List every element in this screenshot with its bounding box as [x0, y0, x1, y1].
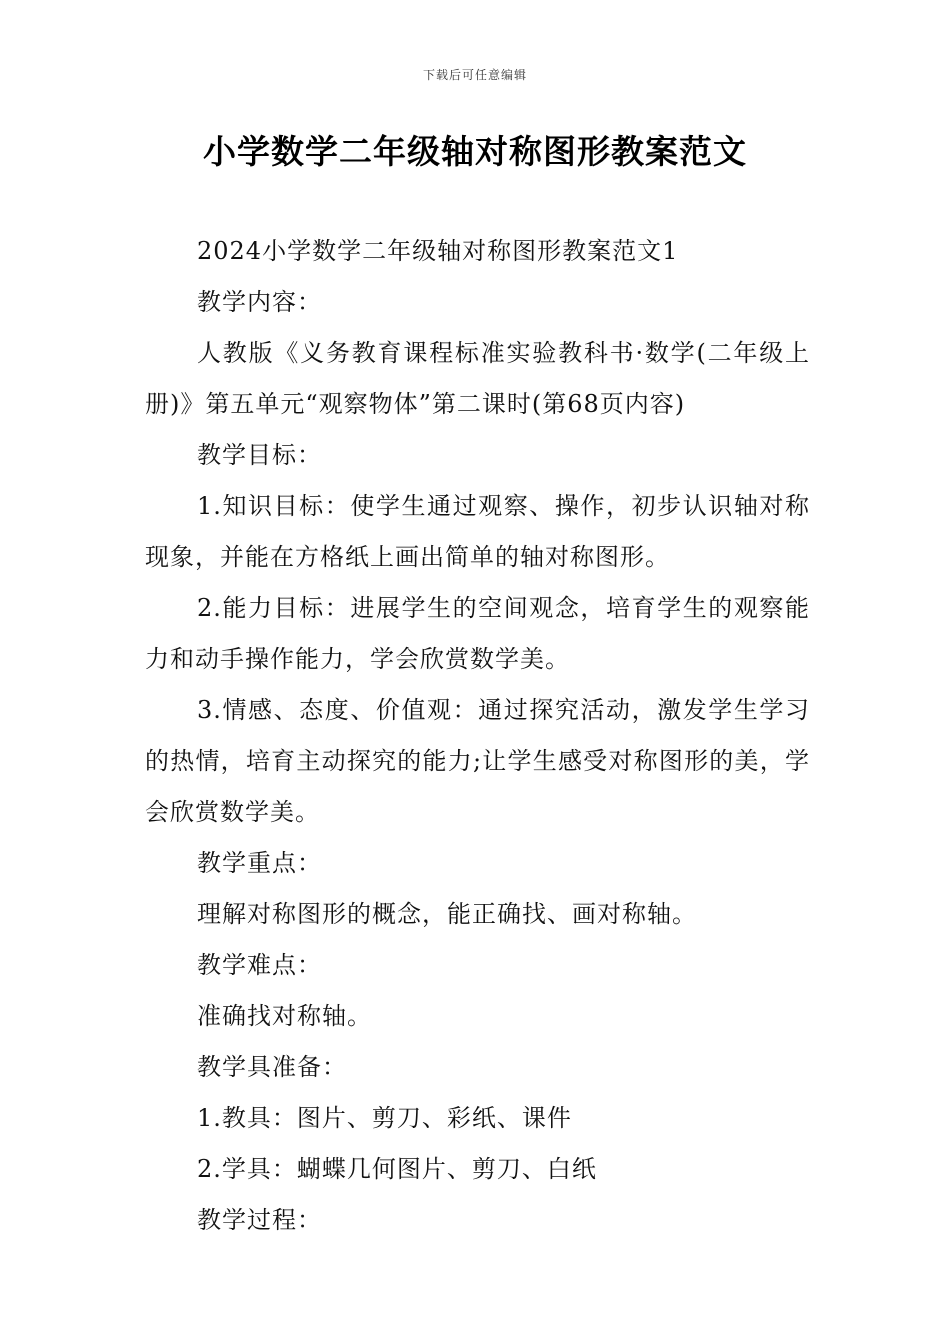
paragraph-textbook-reference: 人教版《义务教育课程标准实验教科书·数学(二年级上册)》第五单元“观察物体”第二课时(第68页内容)	[145, 339, 810, 418]
paragraph-objectives-heading: 教学目标：	[197, 441, 322, 469]
paragraph-difficulty-heading: 教学难点：	[197, 951, 322, 979]
paragraph-key-points: 理解对称图形的概念，能正确找、画对称轴。	[197, 900, 697, 928]
document-body	[145, 226, 810, 1246]
paragraph-teacher-materials: 1.教具：图片、剪刀、彩纸、课件	[197, 1104, 572, 1132]
document-title: 小学数学二年级轴对称图形教案范文	[203, 132, 747, 171]
paragraph-key-points-heading: 教学重点：	[197, 849, 322, 877]
paragraph-subtitle: 2024小学数学二年级轴对称图形教案范文1	[197, 237, 679, 265]
paragraph-materials-heading: 教学具准备：	[197, 1053, 347, 1081]
paragraph-student-materials: 2.学具：蝴蝶几何图片、剪刀、白纸	[197, 1155, 597, 1183]
paragraph-difficulty: 准确找对称轴。	[197, 1002, 372, 1030]
paragraph-teaching-content-heading: 教学内容：	[197, 288, 322, 316]
header-note: 下载后可任意编辑	[422, 68, 527, 82]
paragraph-process-heading: 教学过程：	[197, 1206, 322, 1234]
paragraph-emotion-objective: 3.情感、态度、价值观：通过探究活动，激发学生学习的热情，培育主动探究的能力;让学生感受对称图形的美，学会欣赏数学美。	[145, 696, 810, 826]
paragraph-ability-objective: 2.能力目标：进展学生的空间观念，培育学生的观察能力和动手操作能力，学会欣赏数学美。	[145, 594, 810, 673]
paragraph-knowledge-objective: 1.知识目标：使学生通过观察、操作，初步认识轴对称现象，并能在方格纸上画出简单的轴对称图形。	[145, 492, 810, 571]
